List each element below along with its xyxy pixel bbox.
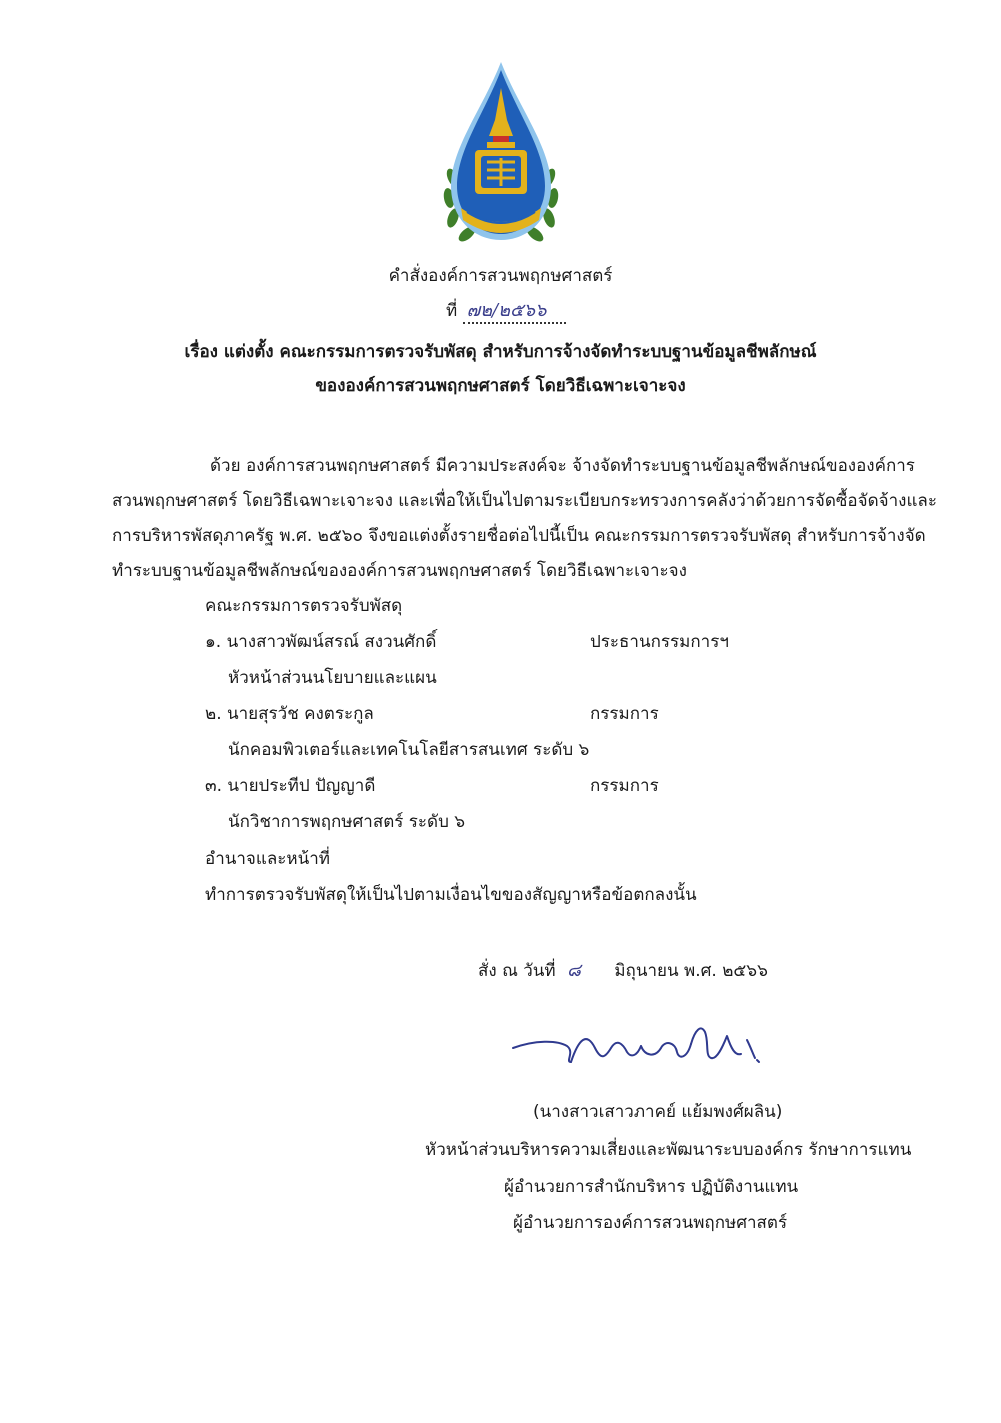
signature-scribble-icon: [505, 1018, 770, 1076]
signer-title-1: หัวหน้าส่วนบริหารความเสี่ยงและพัฒนาระบบองค์กร รักษาการแทน: [425, 1140, 912, 1160]
member-3-position: นักวิชาการพฤกษศาสตร์ ระดับ ๖: [228, 812, 466, 832]
signer-title-2: ผู้อำนวยการสำนักบริหาร ปฏิบัติงานแทน: [504, 1177, 799, 1197]
date-prefix: สั่ง ณ วันที่: [478, 961, 556, 981]
committee-heading: คณะกรรมการตรวจรับพัสดุ: [205, 596, 403, 616]
date-rest: มิถุนายน พ.ศ. ๒๕๖๖: [614, 961, 768, 981]
paragraph-line-1: ด้วย องค์การสวนพฤกษศาสตร์ มีความประสงค์จะ จ้างจัดทำระบบฐานข้อมูลชีพลักษณ์ขององค์การ: [210, 456, 915, 476]
subject-line-1: เรื่อง แต่งตั้ง คณะกรรมการตรวจรับพัสดุ สำหรับการจ้างจัดทำระบบฐานข้อมูลชีพลักษณ์: [184, 342, 817, 362]
member-3-name: ๓. นายประทีป ปัญญาดี: [205, 776, 376, 796]
signer-title-3: ผู้อำนวยการองค์การสวนพฤกษศาสตร์: [513, 1213, 788, 1233]
order-number-value: ๗๒/๒๕๖๖: [463, 302, 566, 324]
order-date: [478, 962, 768, 980]
member-2-position: นักคอมพิวเตอร์และเทคโนโลยีสารสนเทศ ระดับ ๖: [228, 740, 590, 760]
signature: [505, 1018, 770, 1076]
organization-logo: [439, 58, 563, 248]
signer-name: (นางสาวเสาวภาคย์ แย้มพงศ์ผลิน): [533, 1102, 783, 1122]
member-3-role: กรรมการ: [590, 776, 659, 796]
paragraph-line-2: สวนพฤกษศาสตร์ โดยวิธีเฉพาะเจาะจง และเพื่อให้เป็นไปตามระเบียบกระทรวงการคลังว่าด้วยการจัดซื้อจัดจ้างและ: [112, 491, 937, 511]
subject-line-2: ขององค์การสวนพฤกษศาสตร์ โดยวิธีเฉพาะเจาะจง: [315, 376, 686, 396]
member-2-role: กรรมการ: [590, 704, 659, 724]
duty-text: ทำการตรวจรับพัสดุให้เป็นไปตามเงื่อนไขของสัญญาหรือข้อตกลงนั้น: [205, 885, 697, 905]
date-day: ๘: [567, 960, 581, 981]
order-number-label: ที่: [446, 301, 458, 321]
member-1-position: หัวหน้าส่วนนโยบายและแผน: [228, 668, 437, 688]
paragraph-line-4: ทำระบบฐานข้อมูลชีพลักษณ์ขององค์การสวนพฤกษศาสตร์ โดยวิธีเฉพาะเจาะจง: [112, 561, 687, 581]
order-title: คำสั่งองค์การสวนพฤกษศาสตร์: [388, 266, 613, 286]
duty-heading: อำนาจและหน้าที่: [205, 849, 330, 869]
member-1-role: ประธานกรรมการฯ: [590, 632, 729, 652]
member-2-name: ๒. นายสุรวัช คงตระกูล: [205, 704, 374, 724]
logo-emblem-icon: [439, 58, 563, 248]
member-1-name: ๑. นางสาวพัฒน์สรณ์ สงวนศักดิ์: [205, 632, 437, 652]
paragraph-line-3: การบริหารพัสดุภาครัฐ พ.ศ. ๒๕๖๐ จึงขอแต่งตั้งรายชื่อต่อไปนี้เป็น คณะกรรมการตรวจรับพัสดุ สำหรับการจ้างจัด: [112, 526, 926, 546]
order-number: [446, 302, 566, 324]
